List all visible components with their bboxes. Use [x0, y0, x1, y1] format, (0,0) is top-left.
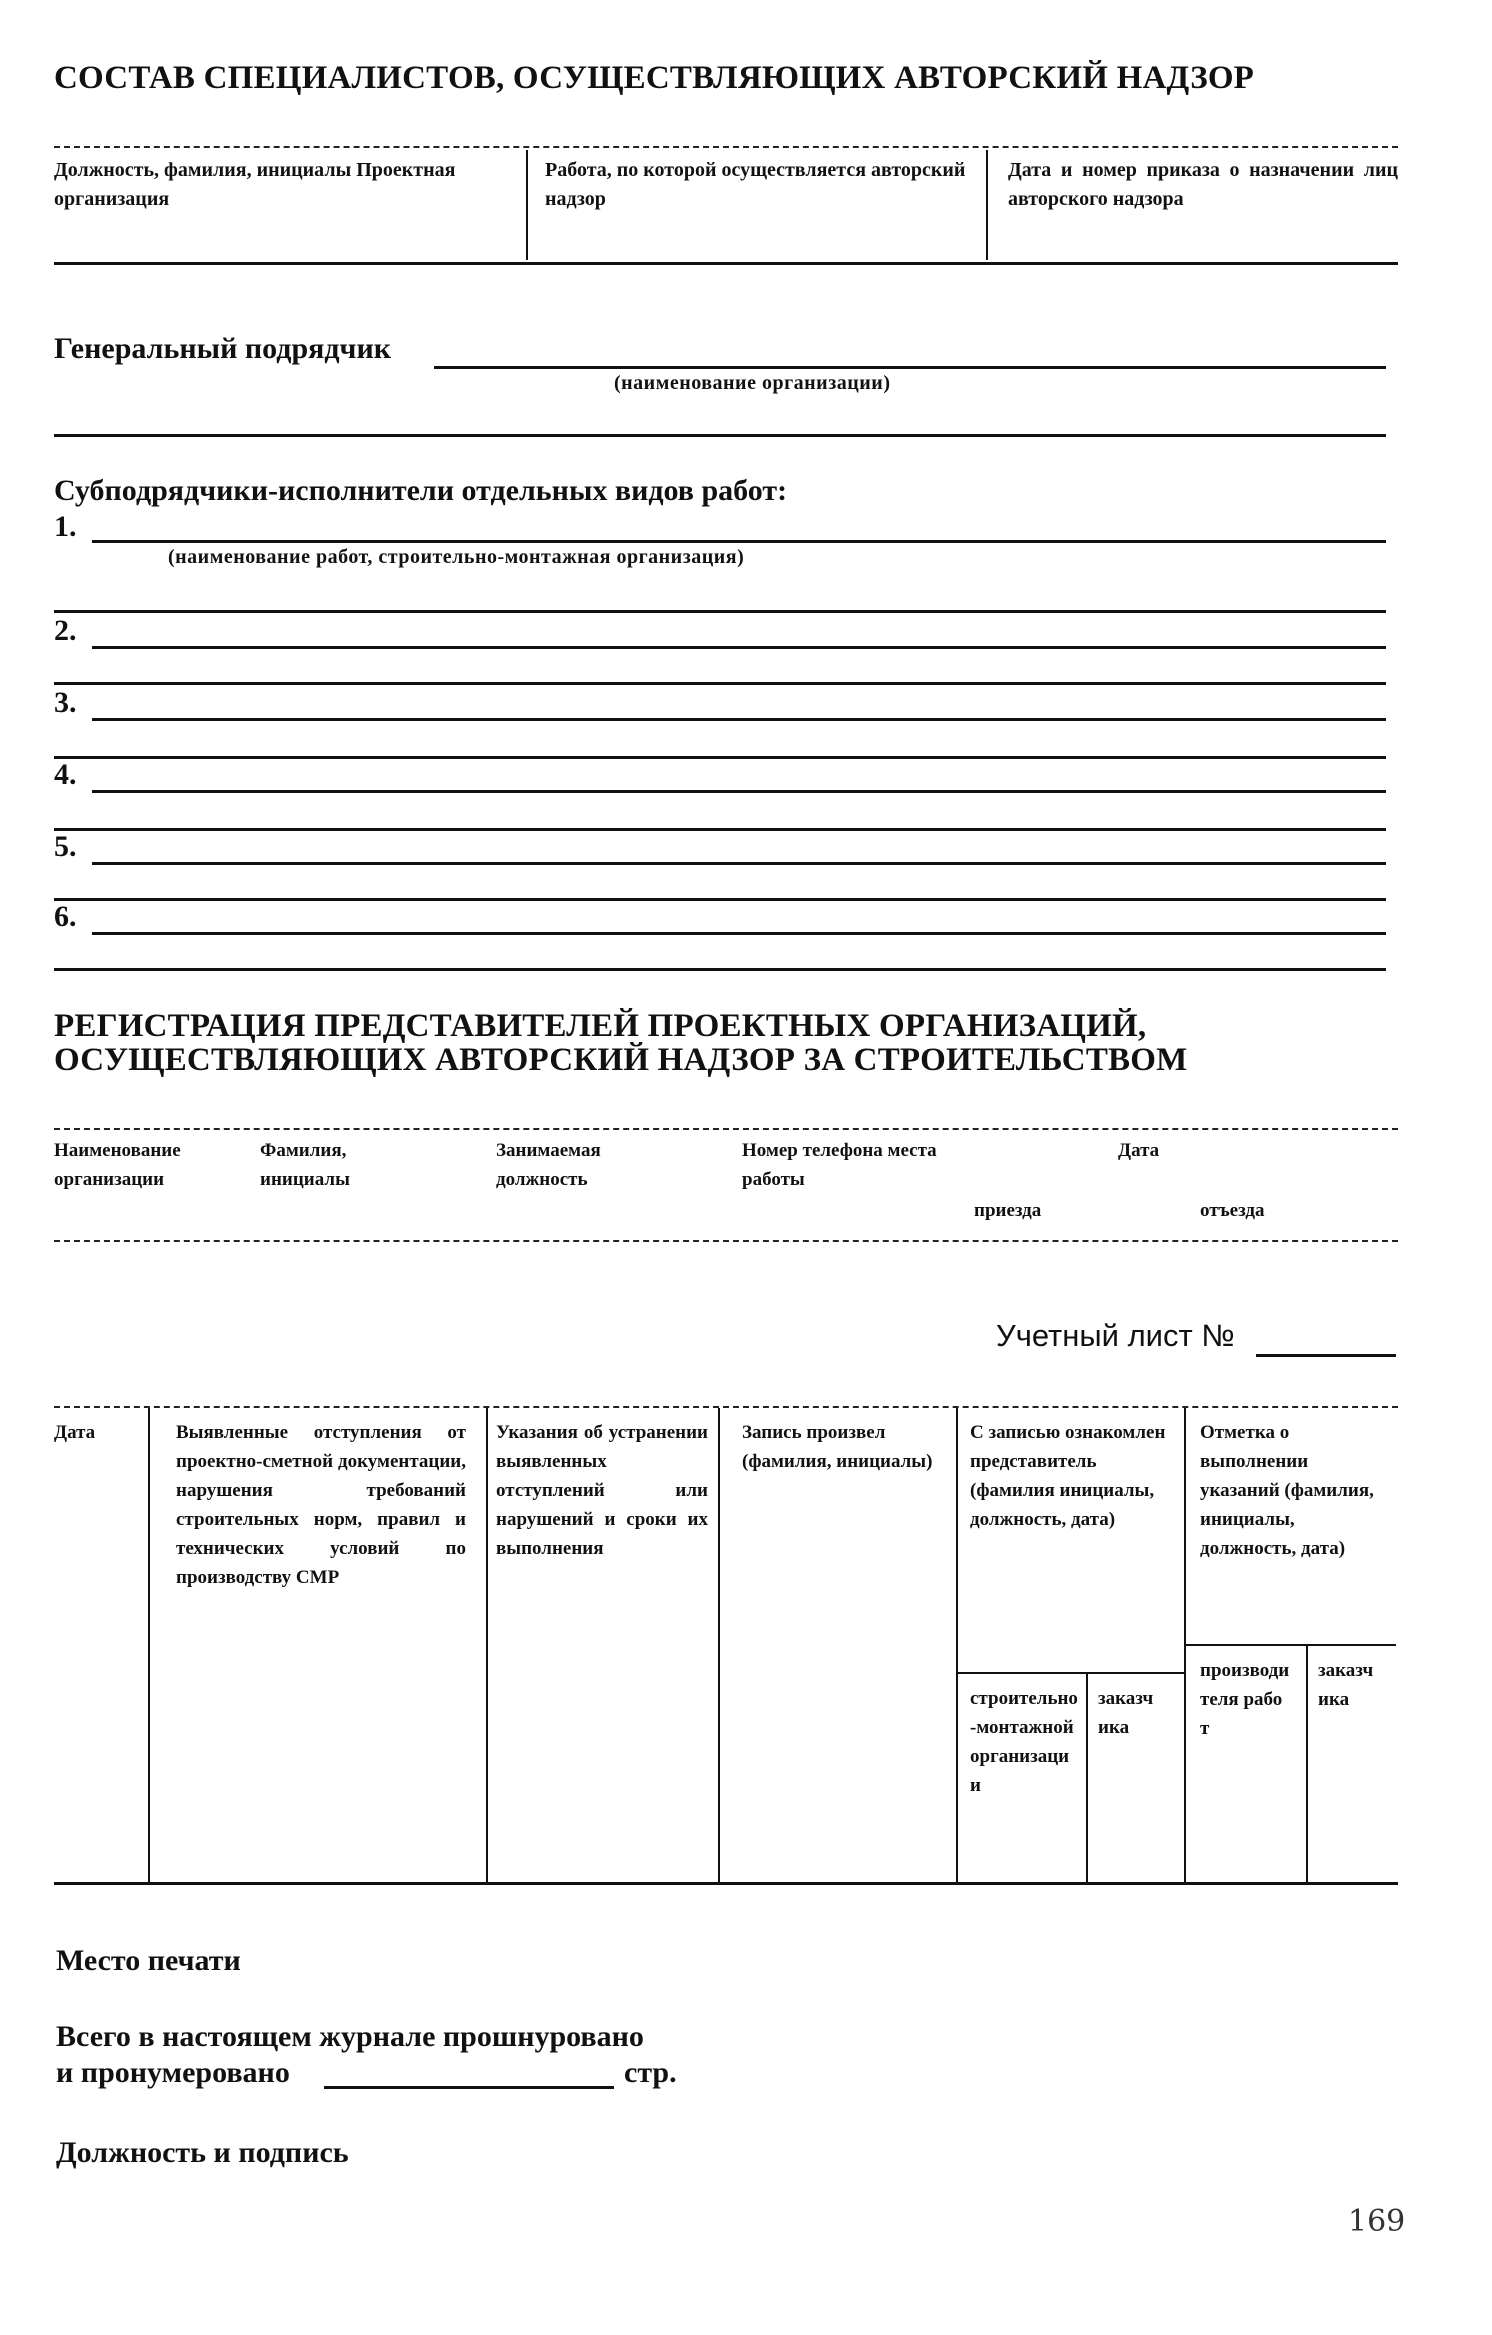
table3-subrule — [956, 1672, 1184, 1674]
table1-divider — [986, 150, 988, 260]
subcontractor-field-5[interactable] — [92, 862, 1386, 865]
subcontractor-field-1b[interactable] — [54, 610, 1386, 613]
subcontractors-label: Субподрядчики-исполнители отдельных видов работ: — [54, 474, 788, 507]
table3-col-ack-customer: заказчика — [1098, 1688, 1154, 1738]
table3-col-comp-contractor: производителя работ — [1200, 1660, 1290, 1739]
subcontractor-number-2: 2. — [54, 614, 77, 647]
contractor-field-line-2[interactable] — [54, 434, 1386, 437]
table3-col-instructions: Указания об устранении выявленных отступлений или нарушений и сроки их выполнения — [496, 1422, 708, 1559]
subcontractor-field-4b[interactable] — [54, 828, 1386, 831]
sheet-number-field[interactable] — [1256, 1354, 1396, 1357]
table3-top-rule — [54, 1406, 1398, 1408]
total-pages-line1: Всего в настоящем журнале прошнуровано — [56, 2020, 644, 2053]
subcontractor-number-5: 5. — [54, 830, 77, 863]
subcontractor-number-6: 6. — [54, 900, 77, 933]
subcontractor-field-2[interactable] — [92, 646, 1386, 649]
table1-col-work: Работа, по которой осуществляется авторский надзор — [545, 159, 966, 210]
table1-col-position: Должность, фамилия, инициалы Проектная организация — [54, 159, 456, 210]
table3-divider — [486, 1408, 488, 1884]
subcontractor-field-3[interactable] — [92, 718, 1386, 721]
table3-divider — [956, 1408, 958, 1884]
table3-col-completion: Отметка о выполнении указаний (фамилия, инициалы, должность, дата) — [1200, 1422, 1374, 1559]
subcontractor-field-6[interactable] — [92, 932, 1386, 935]
contractor-label: Генеральный подрядчик — [54, 332, 392, 365]
table3-subdivider — [1306, 1644, 1308, 1884]
subcontractor-field-1[interactable] — [92, 540, 1386, 543]
table3-col-ack-construction: строительно-монтажной организации — [970, 1688, 1078, 1796]
table2-col-departure: отъезда — [1200, 1200, 1265, 1221]
contractor-field-line[interactable] — [434, 366, 1386, 369]
table3-divider — [718, 1408, 720, 1884]
table1-top-rule — [54, 146, 1398, 148]
table3-subrule — [1184, 1644, 1396, 1646]
subcontractor-field-3b[interactable] — [54, 756, 1386, 759]
table2-top-rule — [54, 1128, 1398, 1130]
table2-col-name: Фамилия, инициалы — [260, 1140, 350, 1190]
table2-bottom-rule — [54, 1240, 1398, 1242]
pages-unit: стр. — [624, 2056, 677, 2089]
table3-col-date: Дата — [54, 1422, 96, 1443]
subcontractor-field-2b[interactable] — [54, 682, 1386, 685]
table2-col-position: Занимаемая должность — [496, 1140, 601, 1190]
section2-title-line2: ОСУЩЕСТВЛЯЮЩИХ АВТОРСКИЙ НАДЗОР ЗА СТРОИТЕЛЬСТВОМ — [54, 1042, 1188, 1078]
subcontractor-number-1: 1. — [54, 510, 77, 543]
table3-col-record: Запись произвел (фамилия, инициалы) — [742, 1422, 933, 1472]
table1-bottom-rule — [54, 262, 1398, 265]
total-pages-field[interactable] — [324, 2086, 614, 2089]
table3-divider — [1184, 1408, 1186, 1884]
table1-col-order: Дата и номер приказа о назначении лиц авторского надзора — [1008, 159, 1398, 210]
table3-bottom-rule — [54, 1882, 1398, 1885]
table3-col-deviations: Выявленные отступления от проектно-сметной документации, нарушения требований строительных норм, правил и технических условий по производству СМР — [176, 1422, 466, 1588]
table1-divider — [526, 150, 528, 260]
table3-subdivider — [1086, 1672, 1088, 1884]
table2-col-phone: Номер телефона места работы — [742, 1140, 937, 1190]
subcontractor-field-4[interactable] — [92, 790, 1386, 793]
table2-col-date: Дата — [1118, 1140, 1160, 1161]
contractor-caption: (наименование организации) — [614, 372, 891, 394]
subcontractor-number-4: 4. — [54, 758, 77, 791]
subcontractor-field-6b[interactable] — [54, 968, 1386, 971]
table2-col-arrival: приезда — [974, 1200, 1042, 1221]
subcontractors-caption: (наименование работ, строительно-монтажная организация) — [168, 546, 745, 568]
signature-label: Должность и подпись — [56, 2136, 349, 2169]
section2-title-line1: РЕГИСТРАЦИЯ ПРЕДСТАВИТЕЛЕЙ ПРОЕКТНЫХ ОРГАНИЗАЦИЙ, — [54, 1008, 1147, 1044]
page-number: 169 — [1348, 2204, 1406, 2239]
subcontractor-number-3: 3. — [54, 686, 77, 719]
table2-col-org: Наименование организации — [54, 1140, 181, 1190]
table3-col-comp-customer: заказчика — [1318, 1660, 1374, 1710]
table3-col-acknowledged: С записью ознакомлен представитель (фамилия инициалы, должность, дата) — [970, 1422, 1166, 1530]
section1-title: СОСТАВ СПЕЦИАЛИСТОВ, ОСУЩЕСТВЛЯЮЩИХ АВТОРСКИЙ НАДЗОР — [54, 60, 1255, 96]
sheet-number-label: Учетный лист № — [996, 1318, 1235, 1353]
subcontractor-field-5b[interactable] — [54, 898, 1386, 901]
table3-divider — [148, 1408, 150, 1884]
seal-place: Место печати — [56, 1944, 241, 1977]
total-pages-line2-label: и пронумеровано — [56, 2056, 290, 2089]
